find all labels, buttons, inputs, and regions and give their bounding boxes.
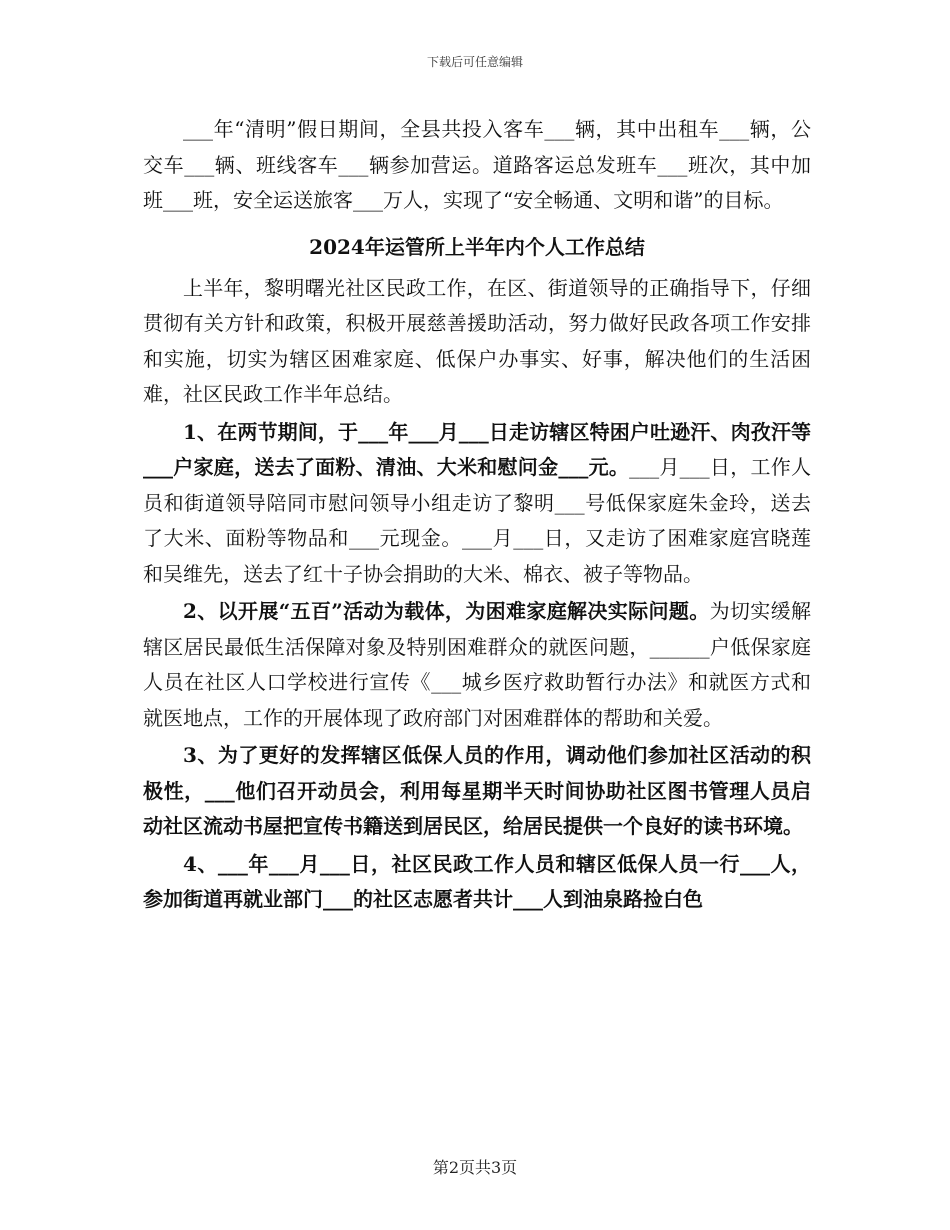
- paragraph-lead: 3、为了更好的发挥辖区低保人员的作用，调动他们参加社区活动的积极性，___他们召开动员会，利用每星期半天时间协助社区图书管理人员启动社区流动书屋把宣传书籍送到居民区，给居民提供一个良好的读书环境。: [143, 743, 811, 838]
- paragraph-summary: [143, 271, 811, 413]
- paragraph-text: ___月___日，工作人员和街道领导陪同市慰问领导小组走访了黎明___号低保家庭朱金玲，送去了大米、面粉等物品和___元现金。___月___日，又走访了困难家庭宫晓莲和吴维先，送去了红十子协会捐助的大米、棉衣、被子等物品。: [143, 455, 812, 586]
- paragraph-item-1: [143, 415, 811, 593]
- paragraph-item-3: [143, 738, 811, 845]
- paragraph-lead: 4、___年___月___日，社区民政工作人员和辖区低保人员一行___人，参加街道再就业部门___的社区志愿者共计___人到油泉路捡白色: [143, 851, 811, 911]
- paragraph-item-2: [143, 594, 811, 736]
- paragraph-text: 上半年，黎明曙光社区民政工作，在区、街道领导的正确指导下，仔细贯彻有关方针和政策，积极开展慈善援助活动，努力做好民政各项工作安排和实施，切实为辖区困难家庭、低保户办事实、好事，解决他们的生活困难，社区民政工作半年总结。: [143, 275, 811, 406]
- paragraph-item-4: [143, 847, 811, 918]
- page-number: 第2页共3页: [432, 1158, 518, 1177]
- paragraph-text: 为切实缓解辖区居民最低生活保障对象及特别困难群众的就医问题，______户低保家庭人员在社区人口学校进行宣传《___城乡医疗救助暂行办法》和就医方式和就医地点，工作的开展体现了政府部门对困难群体的帮助和关爱。: [143, 599, 811, 730]
- paragraph-lead: 2、以开展“五百”活动为载体，为困难家庭解决实际问题。: [183, 599, 710, 623]
- document-title: 2024年运管所上半年内个人工作总结: [309, 234, 645, 259]
- page-header-note: 下载后可任意编辑: [426, 55, 523, 69]
- document-body: [143, 112, 811, 918]
- paragraph-lead: 1、在两节期间，于___年___月___日走访辖区特困户吐逊汗、肉孜汗等___户家庭，送去了面粉、清油、大米和慰问金___元。: [143, 419, 811, 479]
- intro-paragraph: ___年“清明”假日期间，全县共投入客车___辆，其中出租车___辆，公交车___辆、班线客车___辆参加营运。道路客运总发班车___班次，其中加班___班，安全运送旅客___万人，实现了“安全畅通、文明和谐”的目标。: [143, 117, 811, 212]
